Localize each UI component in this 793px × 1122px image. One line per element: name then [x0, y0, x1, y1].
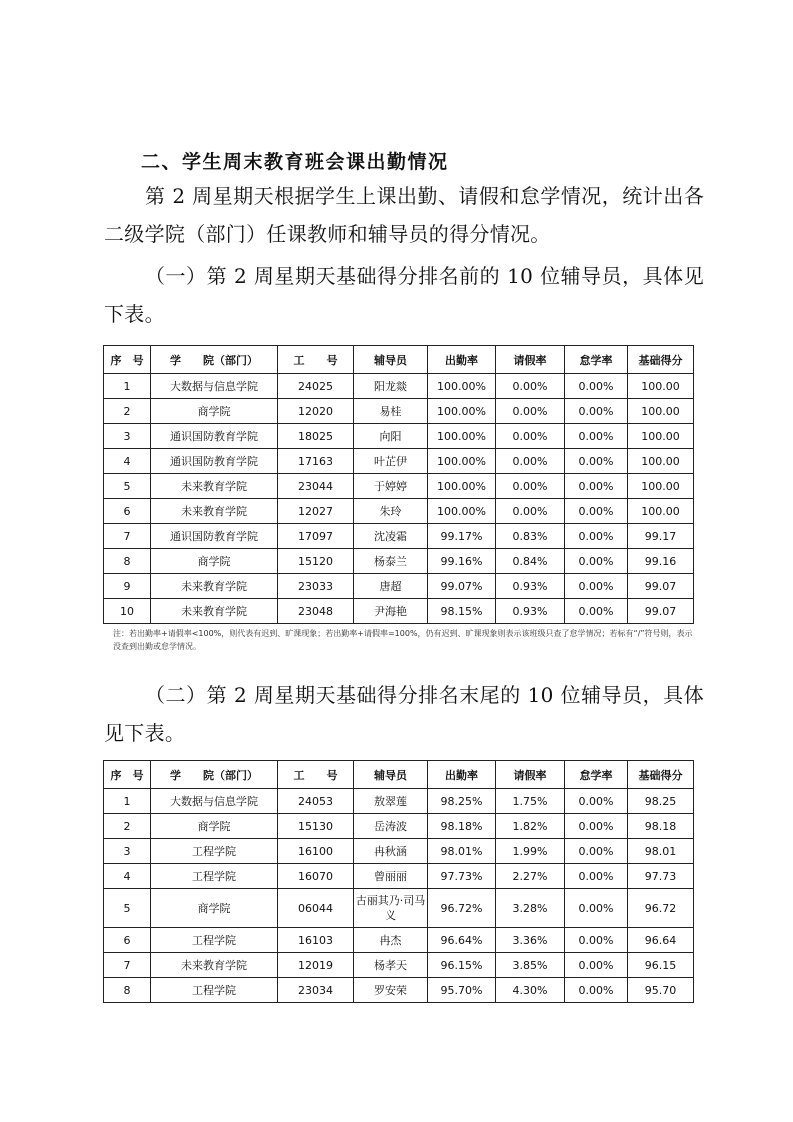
table-row — [104, 889, 694, 928]
cell-score: 100.00 — [628, 374, 694, 399]
cell-score: 99.07 — [628, 574, 694, 599]
cell-id: 17163 — [278, 449, 354, 474]
table-row — [104, 399, 694, 424]
cell-no: 1 — [104, 374, 151, 399]
header-college: 学 院（部门） — [151, 761, 278, 789]
cell-attendance: 98.18% — [428, 814, 496, 839]
cell-leave: 0.00% — [496, 499, 565, 524]
cell-counselor: 朱玲 — [354, 499, 428, 524]
table-row — [104, 474, 694, 499]
cell-id: 15130 — [278, 814, 354, 839]
cell-id: 16103 — [278, 928, 354, 953]
table-header-row — [104, 761, 694, 789]
cell-score: 98.01 — [628, 839, 694, 864]
cell-score: 100.00 — [628, 474, 694, 499]
top-counselors-table — [103, 345, 694, 624]
cell-score: 99.16 — [628, 549, 694, 574]
table-row — [104, 928, 694, 953]
header-leave: 请假率 — [496, 346, 565, 374]
cell-leave: 4.30% — [496, 978, 565, 1003]
cell-attendance: 100.00% — [428, 374, 496, 399]
cell-score: 96.15 — [628, 953, 694, 978]
cell-counselor: 易桂 — [354, 399, 428, 424]
table-header-row — [104, 346, 694, 374]
cell-score: 100.00 — [628, 424, 694, 449]
cell-counselor: 于婷婷 — [354, 474, 428, 499]
cell-id: 16070 — [278, 864, 354, 889]
cell-score: 100.00 — [628, 499, 694, 524]
cell-truancy: 0.00% — [565, 864, 628, 889]
cell-leave: 2.27% — [496, 864, 565, 889]
cell-score: 100.00 — [628, 449, 694, 474]
cell-id: 24053 — [278, 789, 354, 814]
table-row — [104, 864, 694, 889]
cell-college: 工程学院 — [151, 864, 278, 889]
cell-truancy: 0.00% — [565, 599, 628, 624]
cell-no: 4 — [104, 449, 151, 474]
cell-counselor: 杨泰兰 — [354, 549, 428, 574]
cell-counselor: 罗安荣 — [354, 978, 428, 1003]
cell-college: 大数据与信息学院 — [151, 374, 278, 399]
header-counselor: 辅导员 — [354, 346, 428, 374]
cell-leave: 3.85% — [496, 953, 565, 978]
cell-truancy: 0.00% — [565, 574, 628, 599]
table-row — [104, 978, 694, 1003]
header-id: 工 号 — [278, 346, 354, 374]
cell-college: 未来教育学院 — [151, 599, 278, 624]
cell-college: 通识国防教育学院 — [151, 424, 278, 449]
header-attendance: 出勤率 — [428, 761, 496, 789]
cell-id: 23044 — [278, 474, 354, 499]
cell-counselor: 向阳 — [354, 424, 428, 449]
cell-leave: 0.00% — [496, 474, 565, 499]
cell-no: 6 — [104, 928, 151, 953]
table-row — [104, 574, 694, 599]
header-truancy: 怠学率 — [565, 346, 628, 374]
cell-id: 12019 — [278, 953, 354, 978]
cell-id: 23034 — [278, 978, 354, 1003]
cell-id: 12027 — [278, 499, 354, 524]
cell-no: 3 — [104, 424, 151, 449]
cell-attendance: 98.01% — [428, 839, 496, 864]
cell-leave: 0.84% — [496, 549, 565, 574]
cell-leave: 0.93% — [496, 599, 565, 624]
cell-counselor: 曾丽丽 — [354, 864, 428, 889]
cell-attendance: 98.25% — [428, 789, 496, 814]
header-score: 基础得分 — [628, 346, 694, 374]
table2-caption: （二）第 2 周星期天基础得分排名末尾的 10 位辅导员，具体见下表。 — [104, 683, 704, 745]
header-leave: 请假率 — [496, 761, 565, 789]
cell-id: 16100 — [278, 839, 354, 864]
cell-leave: 3.28% — [496, 889, 565, 928]
cell-id: 15120 — [278, 549, 354, 574]
cell-leave: 0.00% — [496, 449, 565, 474]
cell-score: 96.72 — [628, 889, 694, 928]
header-truancy: 怠学率 — [565, 761, 628, 789]
cell-truancy: 0.00% — [565, 889, 628, 928]
cell-leave: 3.36% — [496, 928, 565, 953]
cell-truancy: 0.00% — [565, 549, 628, 574]
cell-no: 9 — [104, 574, 151, 599]
cell-score: 96.64 — [628, 928, 694, 953]
table-row — [104, 449, 694, 474]
cell-counselor: 叶芷伊 — [354, 449, 428, 474]
cell-score: 97.73 — [628, 864, 694, 889]
cell-truancy: 0.00% — [565, 499, 628, 524]
cell-no: 7 — [104, 524, 151, 549]
cell-score: 95.70 — [628, 978, 694, 1003]
cell-no: 7 — [104, 953, 151, 978]
cell-college: 商学院 — [151, 889, 278, 928]
cell-id: 23033 — [278, 574, 354, 599]
cell-attendance: 98.15% — [428, 599, 496, 624]
cell-attendance: 100.00% — [428, 399, 496, 424]
cell-attendance: 97.73% — [428, 864, 496, 889]
table-row — [104, 549, 694, 574]
header-score: 基础得分 — [628, 761, 694, 789]
cell-college: 工程学院 — [151, 978, 278, 1003]
cell-counselor: 沈凌霜 — [354, 524, 428, 549]
cell-leave: 1.82% — [496, 814, 565, 839]
cell-id: 24025 — [278, 374, 354, 399]
cell-no: 1 — [104, 789, 151, 814]
cell-truancy: 0.00% — [565, 953, 628, 978]
cell-college: 工程学院 — [151, 928, 278, 953]
cell-leave: 0.00% — [496, 399, 565, 424]
table-row — [104, 814, 694, 839]
cell-leave: 0.00% — [496, 374, 565, 399]
cell-truancy: 0.00% — [565, 424, 628, 449]
cell-score: 100.00 — [628, 399, 694, 424]
table-row — [104, 374, 694, 399]
cell-attendance: 100.00% — [428, 474, 496, 499]
table-body — [104, 374, 694, 624]
cell-id: 17097 — [278, 524, 354, 549]
cell-attendance: 99.17% — [428, 524, 496, 549]
cell-score: 99.07 — [628, 599, 694, 624]
cell-college: 商学院 — [151, 814, 278, 839]
cell-truancy: 0.00% — [565, 839, 628, 864]
cell-attendance: 99.07% — [428, 574, 496, 599]
cell-no: 2 — [104, 399, 151, 424]
cell-counselor: 阳龙燚 — [354, 374, 428, 399]
cell-truancy: 0.00% — [565, 928, 628, 953]
cell-college: 未来教育学院 — [151, 474, 278, 499]
cell-id: 18025 — [278, 424, 354, 449]
table-row — [104, 789, 694, 814]
cell-attendance: 100.00% — [428, 449, 496, 474]
cell-college: 大数据与信息学院 — [151, 789, 278, 814]
cell-college: 通识国防教育学院 — [151, 449, 278, 474]
cell-college: 未来教育学院 — [151, 574, 278, 599]
cell-college: 通识国防教育学院 — [151, 524, 278, 549]
cell-attendance: 95.70% — [428, 978, 496, 1003]
cell-counselor: 冉杰 — [354, 928, 428, 953]
cell-counselor: 杨孝天 — [354, 953, 428, 978]
table-row — [104, 524, 694, 549]
cell-counselor: 冉秋涵 — [354, 839, 428, 864]
table-body — [104, 789, 694, 1003]
cell-truancy: 0.00% — [565, 449, 628, 474]
cell-counselor: 敖翠莲 — [354, 789, 428, 814]
cell-truancy: 0.00% — [565, 399, 628, 424]
cell-college: 商学院 — [151, 399, 278, 424]
cell-truancy: 0.00% — [565, 374, 628, 399]
cell-truancy: 0.00% — [565, 978, 628, 1003]
header-no: 序 号 — [104, 761, 151, 789]
cell-attendance: 100.00% — [428, 499, 496, 524]
table1-caption: （一）第 2 周星期天基础得分排名前的 10 位辅导员，具体见下表。 — [104, 264, 704, 326]
cell-no: 10 — [104, 599, 151, 624]
cell-attendance: 100.00% — [428, 424, 496, 449]
cell-truancy: 0.00% — [565, 474, 628, 499]
cell-score: 98.25 — [628, 789, 694, 814]
cell-leave: 0.83% — [496, 524, 565, 549]
cell-no: 8 — [104, 978, 151, 1003]
cell-truancy: 0.00% — [565, 524, 628, 549]
cell-counselor: 尹海艳 — [354, 599, 428, 624]
cell-leave: 1.99% — [496, 839, 565, 864]
cell-college: 未来教育学院 — [151, 499, 278, 524]
header-no: 序 号 — [104, 346, 151, 374]
cell-id: 12020 — [278, 399, 354, 424]
cell-no: 8 — [104, 549, 151, 574]
table-row — [104, 839, 694, 864]
cell-no: 5 — [104, 889, 151, 928]
cell-no: 3 — [104, 839, 151, 864]
cell-counselor: 古丽其乃·司马义 — [354, 889, 428, 928]
cell-leave: 1.75% — [496, 789, 565, 814]
cell-no: 4 — [104, 864, 151, 889]
cell-attendance: 99.16% — [428, 549, 496, 574]
cell-no: 2 — [104, 814, 151, 839]
cell-college: 工程学院 — [151, 839, 278, 864]
cell-attendance: 96.64% — [428, 928, 496, 953]
table-note: 注：若出勤率+请假率<100%，则代表有迟到、旷课现象；若出勤率+请假率=100%，仍有迟到、旷课现象则表示该班级只查了怠学情况；若标有“/”符号则，表示没查到出勤或怠学情况。 — [113, 629, 693, 651]
header-counselor: 辅导员 — [354, 761, 428, 789]
cell-counselor: 唐超 — [354, 574, 428, 599]
header-attendance: 出勤率 — [428, 346, 496, 374]
cell-attendance: 96.72% — [428, 889, 496, 928]
bottom-counselors-table — [103, 760, 694, 1003]
table-row — [104, 599, 694, 624]
cell-college: 未来教育学院 — [151, 953, 278, 978]
cell-counselor: 岳涛波 — [354, 814, 428, 839]
header-college: 学 院（部门） — [151, 346, 278, 374]
cell-score: 98.18 — [628, 814, 694, 839]
table-row — [104, 499, 694, 524]
intro-paragraph: 第 2 周星期天根据学生上课出勤、请假和怠学情况，统计出各二级学院（部门）任课教师和辅导员的得分情况。 — [104, 184, 704, 246]
section-heading: 二、学生周末教育班会课出勤情况 — [141, 151, 449, 173]
cell-attendance: 96.15% — [428, 953, 496, 978]
table-row — [104, 953, 694, 978]
cell-no: 5 — [104, 474, 151, 499]
table-row — [104, 424, 694, 449]
cell-truancy: 0.00% — [565, 814, 628, 839]
cell-college: 商学院 — [151, 549, 278, 574]
cell-truancy: 0.00% — [565, 789, 628, 814]
header-id: 工 号 — [278, 761, 354, 789]
cell-id: 06044 — [278, 889, 354, 928]
cell-id: 23048 — [278, 599, 354, 624]
cell-leave: 0.93% — [496, 574, 565, 599]
cell-no: 6 — [104, 499, 151, 524]
cell-score: 99.17 — [628, 524, 694, 549]
cell-leave: 0.00% — [496, 424, 565, 449]
